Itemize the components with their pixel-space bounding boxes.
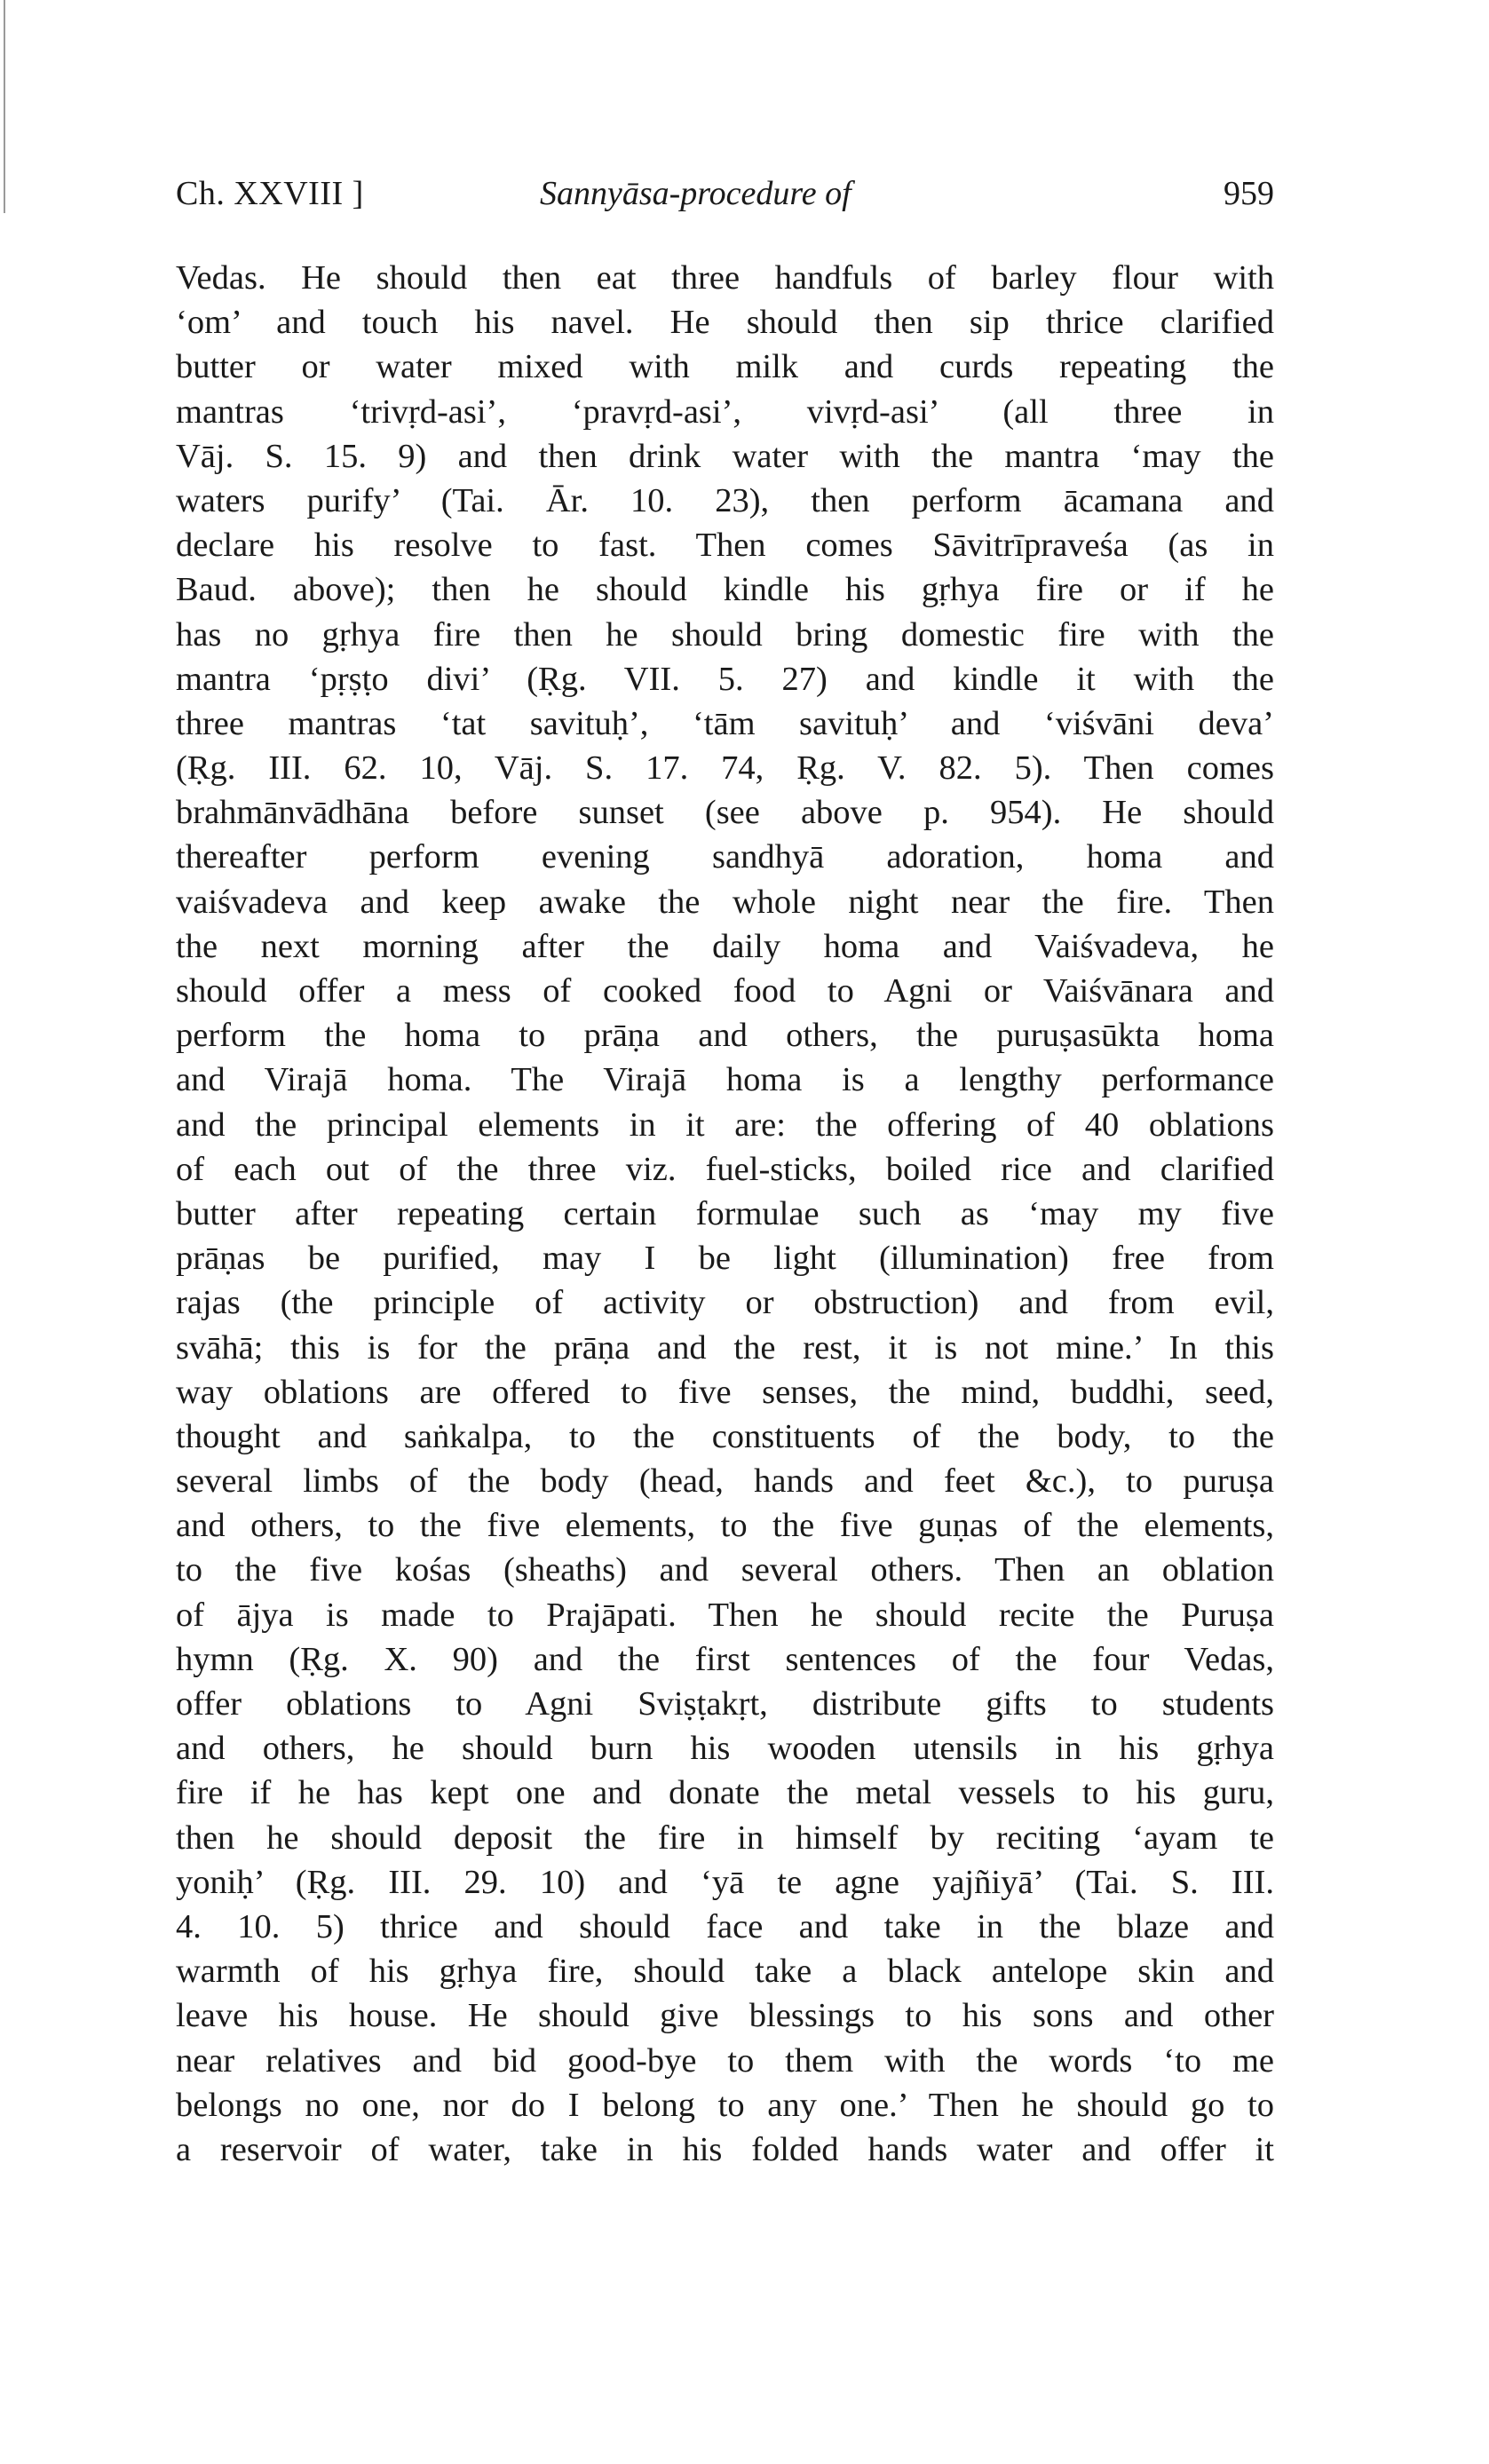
text-line: hymn (Ṛg. X. 90) and the first sentences of the four Vedas,	[176, 1640, 1274, 1678]
text-line: and others, to the five elements, to the five guṇas of the elements,	[176, 1507, 1274, 1545]
text-line: warmth of his gṛhya fire, should take a black antelope skin and	[176, 1953, 1274, 1991]
text-line: brahmānvādhāna before sunset (see above p. 954). He should	[176, 794, 1274, 832]
text-line: thought and saṅkalpa, to the constituents of the body, to the	[176, 1417, 1274, 1455]
text-line: offer oblations to Agni Sviṣṭakṛt, distribute gifts to students	[176, 1685, 1274, 1723]
body-paragraph	[176, 256, 1274, 2172]
text-line: prāṇas be purified, may I be light (illumination) free from	[176, 1240, 1274, 1278]
text-line: should offer a mess of cooked food to Agni or Vaiśvānara and	[176, 972, 1274, 1010]
text-line: leave his house. He should give blessings to his sons and other	[176, 1997, 1274, 2035]
text-line: three mantras ‘tat savituḥ’, ‘tām savituḥ’ and ‘viśvāni deva’	[176, 704, 1274, 742]
chapter-label: Ch. XXVIII ]	[176, 175, 364, 212]
text-line: ‘om’ and touch his navel. He should then sip thrice clarified	[176, 304, 1274, 342]
text-line: (Ṛg. III. 62. 10, Vāj. S. 17. 74, Ṛg. V. 82. 5). Then comes	[176, 749, 1274, 788]
text-line: a reservoir of water, take in his folded hands water and offer it	[176, 2130, 1274, 2168]
text-line: of ājya is made to Prajāpati. Then he should recite the Puruṣa	[176, 1596, 1274, 1634]
running-header	[176, 174, 1274, 224]
text-line: and the principal elements in it are: the offering of 40 oblations	[176, 1105, 1274, 1144]
text-line: Vāj. S. 15. 9) and then drink water with the mantra ‘may the	[176, 437, 1274, 475]
text-line: declare his resolve to fast. Then comes Sāvitrīpraveśa (as in	[176, 527, 1274, 565]
text-line: vaiśvadeva and keep awake the whole night near the fire. Then	[176, 883, 1274, 921]
text-line: belongs no one, nor do I belong to any one.’ Then he should go to	[176, 2086, 1274, 2124]
text-line: yoniḥ’ (Ṛg. III. 29. 10) and ‘yā te agne yajñiyā’ (Tai. S. III.	[176, 1863, 1274, 1901]
text-line: perform the homa to prāṇa and others, the puruṣasūkta homa	[176, 1017, 1274, 1055]
running-title: Sannyāsa-procedure of	[540, 175, 851, 212]
text-line: several limbs of the body (head, hands and feet &c.), to puruṣa	[176, 1462, 1274, 1501]
text-line: and others, he should burn his wooden utensils in his gṛhya	[176, 1730, 1274, 1768]
text-line: butter or water mixed with milk and curds repeating the	[176, 348, 1274, 386]
text-line: has no gṛhya fire then he should bring domestic fire with the	[176, 615, 1274, 654]
text-line: thereafter perform evening sandhyā adoration, homa and	[176, 838, 1274, 876]
text-line: mantra ‘pṛṣṭo divi’ (Ṛg. VII. 5. 27) and kindle it with the	[176, 660, 1274, 698]
text-line: of each out of the three viz. fuel-sticks, boiled rice and clarified	[176, 1150, 1274, 1188]
text-line: and Virajā homa. The Virajā homa is a lengthy performance	[176, 1061, 1274, 1099]
text-line: butter after repeating certain formulae such as ‘may my five	[176, 1194, 1274, 1232]
text-line: mantras ‘trivṛd-asi’, ‘pravṛd-asi’, vivṛd-asi’ (all three in	[176, 392, 1274, 431]
page-edge-line	[4, 0, 5, 213]
text-line: svāhā; this is for the prāṇa and the rest, it is not mine.’ In this	[176, 1328, 1274, 1367]
text-line: waters purify’ (Tai. Ār. 10. 23), then perform ācamana and	[176, 481, 1274, 519]
text-line: then he should deposit the fire in himself by reciting ‘ayam te	[176, 1818, 1274, 1857]
text-line: 4. 10. 5) thrice and should face and take in the blaze and	[176, 1907, 1274, 1945]
text-line: to the five kośas (sheaths) and several others. Then an oblation	[176, 1551, 1274, 1589]
text-line: the next morning after the daily homa and Vaiśvadeva, he	[176, 927, 1274, 965]
text-line: fire if he has kept one and donate the metal vessels to his guru,	[176, 1774, 1274, 1812]
page-number: 959	[1224, 175, 1274, 212]
text-line: rajas (the principle of activity or obstruction) and from evil,	[176, 1284, 1274, 1322]
text-line: near relatives and bid good-bye to them with the words ‘to me	[176, 2041, 1274, 2080]
text-line: Vedas. He should then eat three handfuls of barley flour with	[176, 259, 1274, 297]
text-line: way oblations are offered to five senses, the mind, buddhi, seed,	[176, 1373, 1274, 1411]
text-line: Baud. above); then he should kindle his gṛhya fire or if he	[176, 571, 1274, 609]
